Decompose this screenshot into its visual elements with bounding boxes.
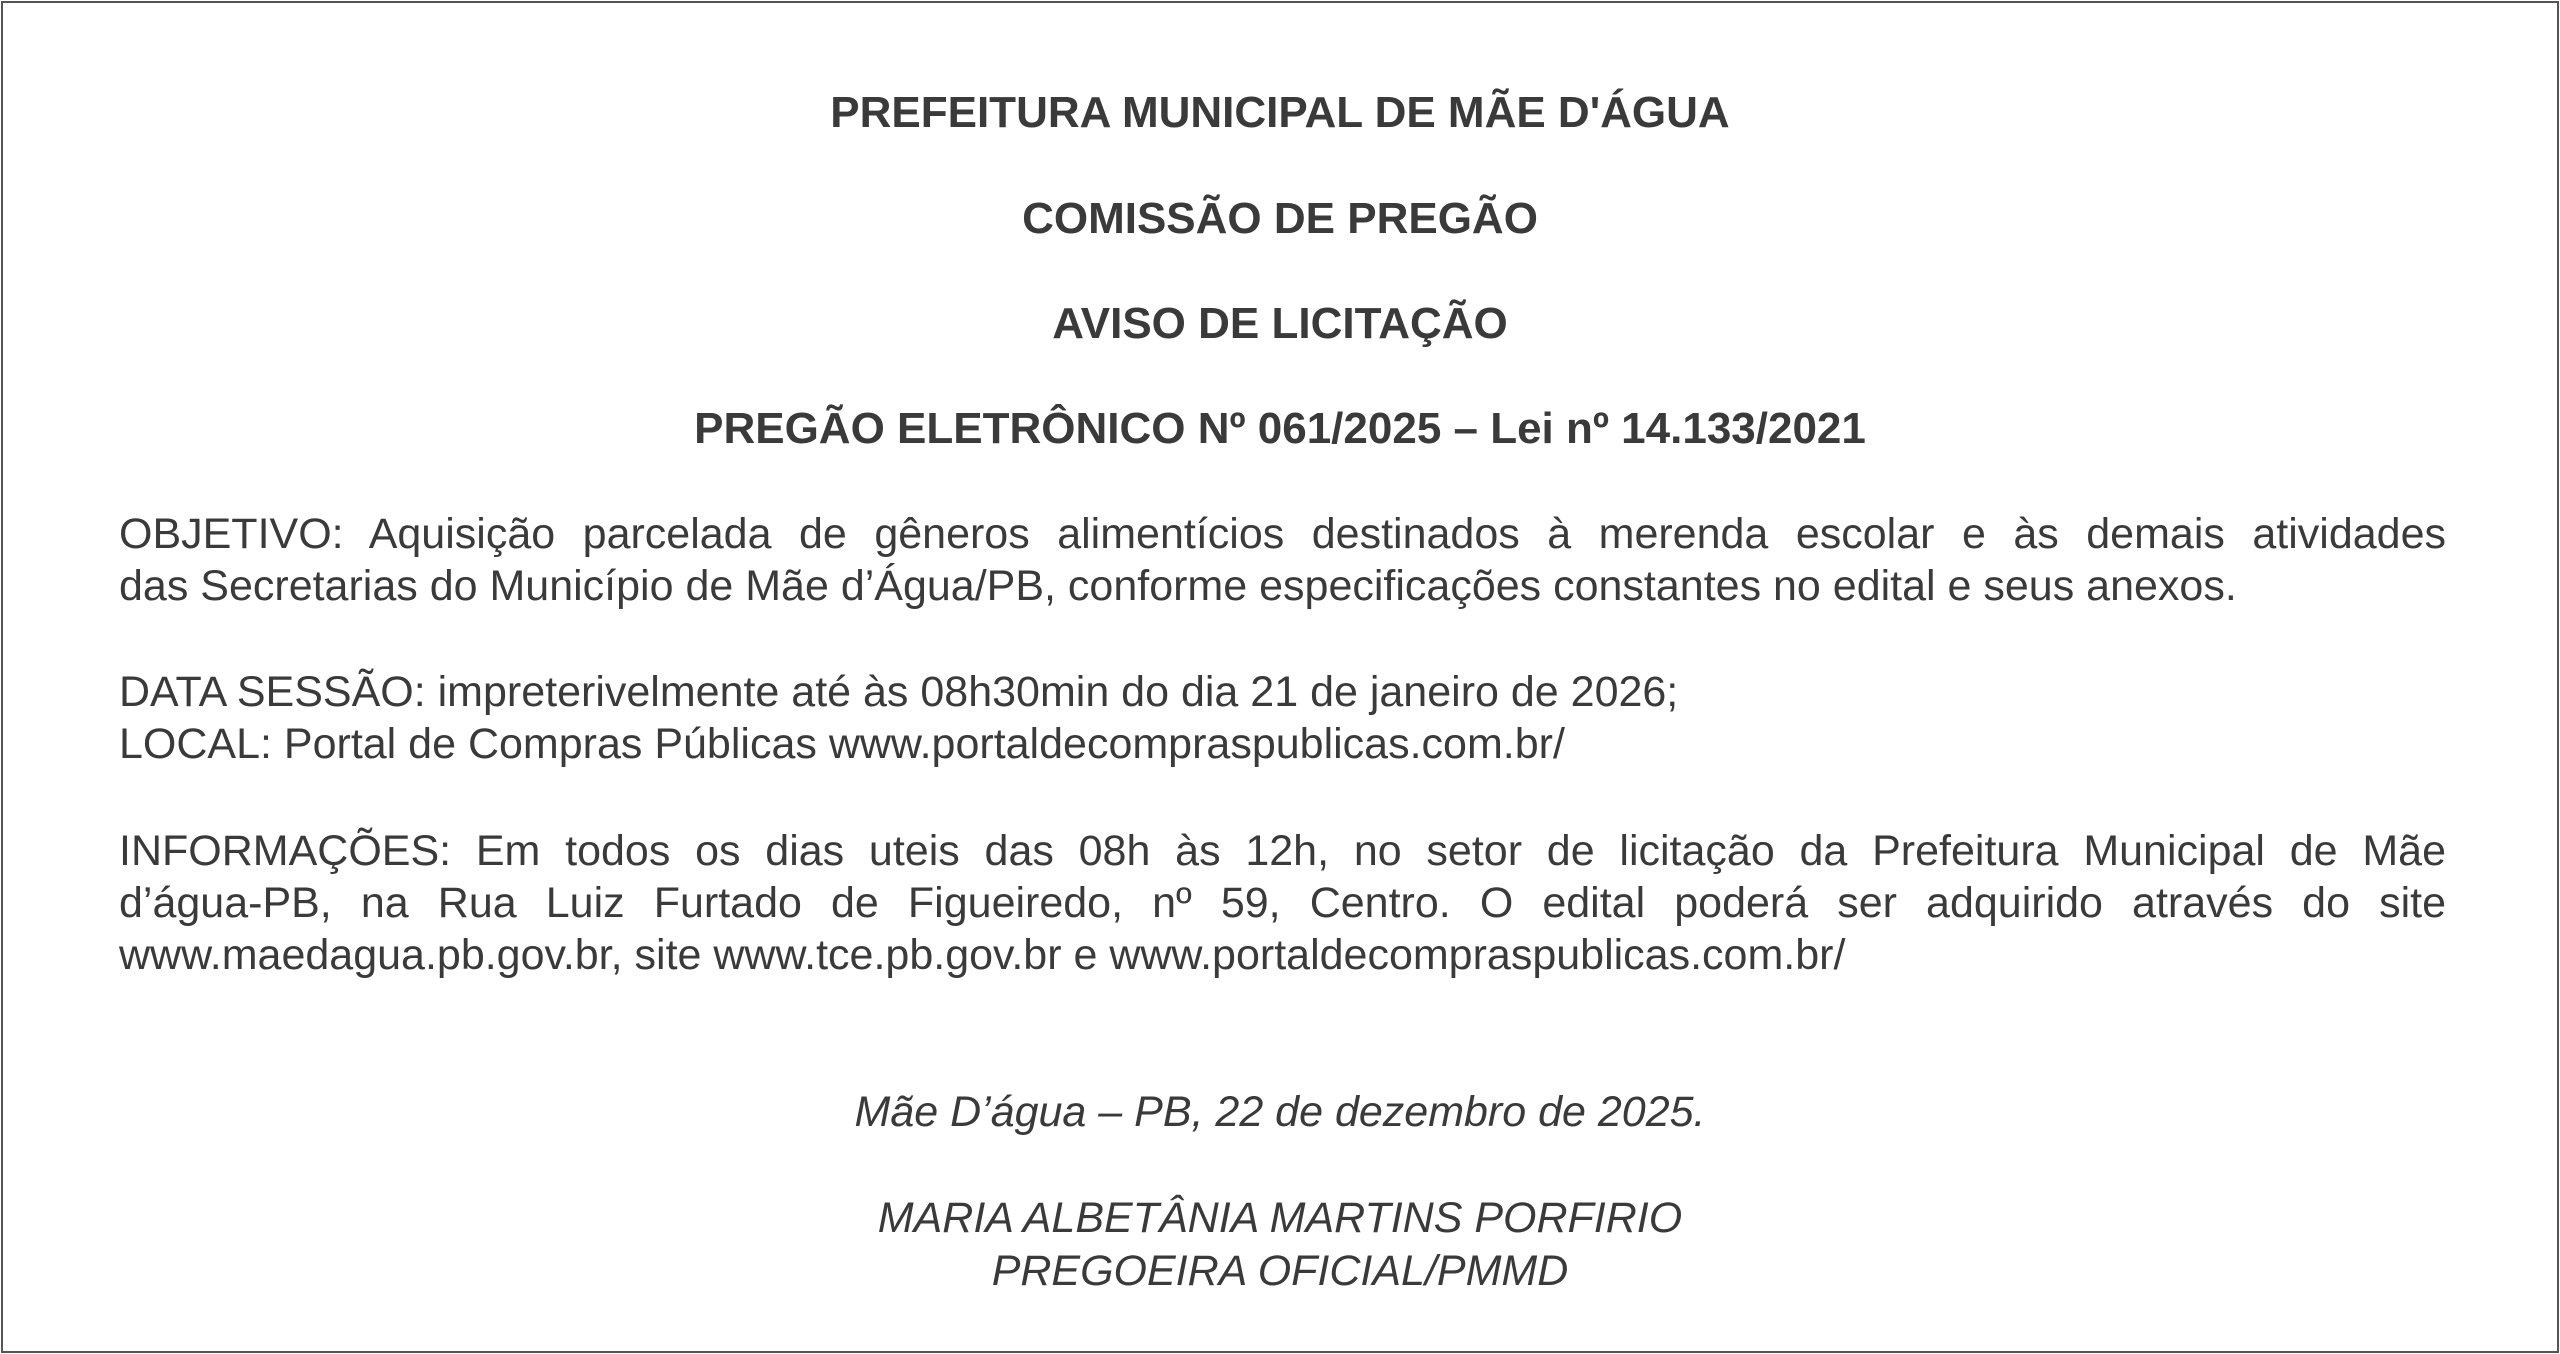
org-title: PREFEITURA MUNICIPAL DE MÃE D'ÁGUA bbox=[830, 88, 1730, 137]
session-date: DATA SESSÃO: impreterivelmente até às 08h30min do dia 21 de janeiro de 2026; bbox=[119, 668, 1679, 716]
signer-role: PREGOEIRA OFICIAL/PMMD bbox=[991, 1247, 1569, 1295]
objective-line-2: das Secretarias do Município de Mãe d’Água/PB, conforme especificações constantes no edital e seus anexos. bbox=[119, 562, 2237, 610]
info-line-3: www.maedagua.pb.gov.br, site www.tce.pb.gov.br e www.portaldecompraspublicas.com.br/ bbox=[119, 931, 1846, 979]
info-line-2: d’água-PB, na Rua Luiz Furtado de Figueiredo, nº 59, Centro. O edital poderá ser adquirido através do site bbox=[119, 879, 2446, 927]
info-paragraph bbox=[119, 825, 2446, 981]
licitation-notice bbox=[1, 1, 2559, 1353]
session-location: LOCAL: Portal de Compras Públicas www.portaldecompraspublicas.com.br/ bbox=[119, 720, 1565, 768]
process-title: PREGÃO ELETRÔNICO Nº 061/2025 – Lei nº 14.133/2021 bbox=[694, 404, 1866, 453]
objective-paragraph bbox=[119, 508, 2446, 612]
commission-title: COMISSÃO DE PREGÃO bbox=[1022, 194, 1538, 243]
signer-name: MARIA ALBETÂNIA MARTINS PORFIRIO bbox=[877, 1194, 1683, 1242]
info-line-1: INFORMAÇÕES: Em todos os dias uteis das 08h às 12h, no setor de licitação da Prefeitura Municipal de Mãe bbox=[119, 827, 2446, 875]
objective-line-1: OBJETIVO: Aquisição parcelada de gêneros alimentícios destinados à merenda escolar e às demais atividades bbox=[119, 510, 2446, 558]
session-paragraph bbox=[119, 666, 2446, 770]
place-date: Mãe D’água – PB, 22 de dezembro de 2025. bbox=[854, 1088, 1706, 1136]
notice-type-title: AVISO DE LICITAÇÃO bbox=[1052, 299, 1508, 348]
